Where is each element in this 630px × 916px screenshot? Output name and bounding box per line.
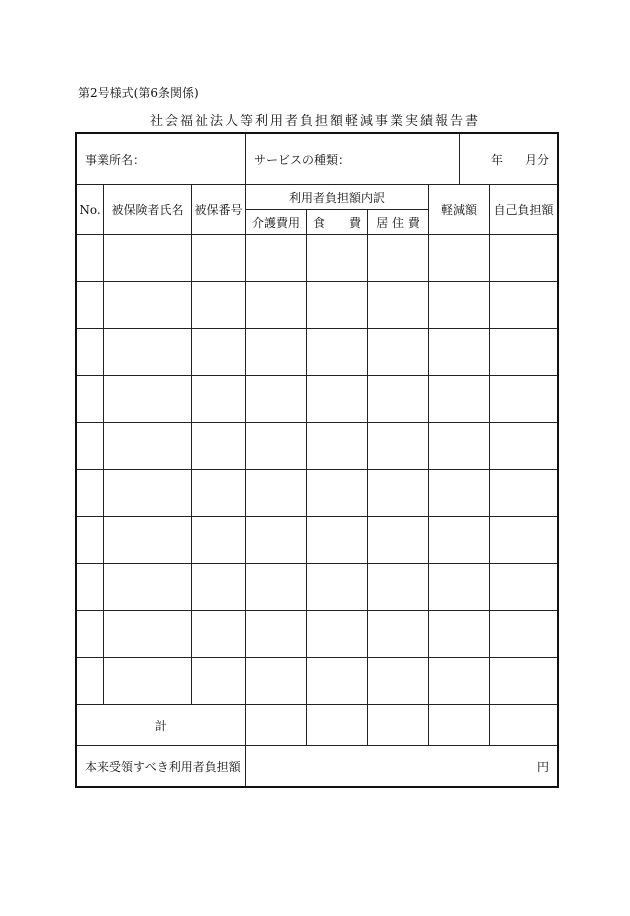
col-care-cost: 介護費用 — [246, 210, 307, 235]
cell-care-cost[interactable] — [246, 470, 307, 517]
cell-food-cost[interactable] — [307, 517, 368, 564]
cell-care-cost[interactable] — [246, 423, 307, 470]
cell-reduction[interactable] — [429, 564, 490, 611]
cell-food-cost[interactable] — [307, 423, 368, 470]
expected-burden-label: 本来受領すべき利用者負担額 — [77, 746, 246, 787]
cell-name[interactable] — [104, 282, 192, 329]
cell-insured-no[interactable] — [192, 235, 246, 282]
cell-no[interactable] — [77, 282, 104, 329]
service-type-field[interactable] — [246, 134, 460, 185]
total-food-cost[interactable] — [307, 705, 368, 746]
cell-no[interactable] — [77, 517, 104, 564]
cell-food-cost[interactable] — [307, 470, 368, 517]
cell-insured-no[interactable] — [192, 658, 246, 705]
cell-reduction[interactable] — [429, 329, 490, 376]
cell-housing-cost[interactable] — [368, 517, 429, 564]
expected-burden-field[interactable] — [246, 746, 558, 787]
cell-housing-cost[interactable] — [368, 611, 429, 658]
cell-reduction[interactable] — [429, 470, 490, 517]
cell-no[interactable] — [77, 376, 104, 423]
table-row — [77, 235, 558, 282]
cell-self-pay[interactable] — [490, 329, 558, 376]
cell-reduction[interactable] — [429, 282, 490, 329]
total-housing-cost[interactable] — [368, 705, 429, 746]
col-insured-no: 被保番号 — [192, 185, 246, 235]
cell-insured-no[interactable] — [192, 282, 246, 329]
office-name-label: 事業所名： — [85, 152, 146, 167]
total-care-cost[interactable] — [246, 705, 307, 746]
cell-name[interactable] — [104, 611, 192, 658]
cell-insured-no[interactable] — [192, 517, 246, 564]
cell-name[interactable] — [104, 564, 192, 611]
cell-insured-no[interactable] — [192, 470, 246, 517]
cell-no[interactable] — [77, 658, 104, 705]
cell-care-cost[interactable] — [246, 376, 307, 423]
col-breakdown: 利用者負担額内訳 — [246, 185, 429, 210]
cell-no[interactable] — [77, 329, 104, 376]
col-self-pay: 自己負担額 — [490, 185, 558, 235]
cell-insured-no[interactable] — [192, 329, 246, 376]
cell-name[interactable] — [104, 517, 192, 564]
table-row — [77, 329, 558, 376]
report-table — [76, 133, 558, 787]
cell-housing-cost[interactable] — [368, 470, 429, 517]
cell-self-pay[interactable] — [490, 470, 558, 517]
column-header-row-1 — [77, 185, 558, 210]
cell-reduction[interactable] — [429, 423, 490, 470]
cell-self-pay[interactable] — [490, 611, 558, 658]
col-food-cost: 食 費 — [307, 210, 368, 235]
cell-insured-no[interactable] — [192, 564, 246, 611]
cell-name[interactable] — [104, 376, 192, 423]
table-row — [77, 611, 558, 658]
page-title: 社会福祉法人等利用者負担額軽減事業実績報告書 — [149, 114, 480, 129]
cell-housing-cost[interactable] — [368, 423, 429, 470]
table-row — [77, 423, 558, 470]
table-row — [77, 517, 558, 564]
cell-care-cost[interactable] — [246, 658, 307, 705]
cell-housing-cost[interactable] — [368, 376, 429, 423]
cell-self-pay[interactable] — [490, 376, 558, 423]
cell-reduction[interactable] — [429, 376, 490, 423]
form-number: 第2号様式(第6条関係) — [78, 86, 199, 100]
service-type-label: サービスの種類： — [254, 152, 351, 167]
cell-housing-cost[interactable] — [368, 329, 429, 376]
total-reduction[interactable] — [429, 705, 490, 746]
info-row — [77, 134, 558, 185]
expected-burden-row — [77, 746, 558, 787]
cell-care-cost[interactable] — [246, 329, 307, 376]
total-label: 計 — [77, 705, 246, 746]
cell-housing-cost[interactable] — [368, 658, 429, 705]
table-row — [77, 470, 558, 517]
cell-housing-cost[interactable] — [368, 235, 429, 282]
col-reduction: 軽減額 — [429, 185, 490, 235]
cell-reduction[interactable] — [429, 517, 490, 564]
year-label: 年 — [491, 152, 504, 167]
cell-self-pay[interactable] — [490, 282, 558, 329]
cell-insured-no[interactable] — [192, 376, 246, 423]
total-self-pay[interactable] — [490, 705, 558, 746]
total-row — [77, 705, 558, 746]
cell-self-pay[interactable] — [490, 564, 558, 611]
office-name-field[interactable] — [77, 134, 246, 185]
col-housing-cost: 居 住 費 — [368, 210, 429, 235]
cell-reduction[interactable] — [429, 235, 490, 282]
cell-care-cost[interactable] — [246, 517, 307, 564]
cell-self-pay[interactable] — [490, 517, 558, 564]
cell-self-pay[interactable] — [490, 423, 558, 470]
cell-no[interactable] — [77, 470, 104, 517]
cell-self-pay[interactable] — [490, 658, 558, 705]
cell-no[interactable] — [77, 235, 104, 282]
cell-food-cost[interactable] — [307, 376, 368, 423]
cell-food-cost[interactable] — [307, 282, 368, 329]
col-name: 被保険者氏名 — [104, 185, 192, 235]
cell-name[interactable] — [104, 329, 192, 376]
month-label: 月分 — [525, 152, 550, 167]
cell-care-cost[interactable] — [246, 611, 307, 658]
cell-food-cost[interactable] — [307, 329, 368, 376]
cell-care-cost[interactable] — [246, 564, 307, 611]
table-row — [77, 376, 558, 423]
table-row — [77, 658, 558, 705]
cell-name[interactable] — [104, 235, 192, 282]
cell-food-cost[interactable] — [307, 235, 368, 282]
cell-name[interactable] — [104, 423, 192, 470]
cell-housing-cost[interactable] — [368, 564, 429, 611]
cell-care-cost[interactable] — [246, 282, 307, 329]
period-field[interactable] — [460, 134, 558, 185]
table-row — [77, 282, 558, 329]
col-no: No. — [77, 185, 104, 235]
cell-food-cost[interactable] — [307, 611, 368, 658]
cell-name[interactable] — [104, 658, 192, 705]
cell-name[interactable] — [104, 470, 192, 517]
cell-reduction[interactable] — [429, 611, 490, 658]
cell-insured-no[interactable] — [192, 611, 246, 658]
yen-unit: 円 — [537, 759, 550, 774]
cell-care-cost[interactable] — [246, 235, 307, 282]
cell-housing-cost[interactable] — [368, 282, 429, 329]
cell-insured-no[interactable] — [192, 423, 246, 470]
table-row — [77, 564, 558, 611]
cell-no[interactable] — [77, 423, 104, 470]
cell-no[interactable] — [77, 564, 104, 611]
cell-food-cost[interactable] — [307, 658, 368, 705]
cell-no[interactable] — [77, 611, 104, 658]
cell-food-cost[interactable] — [307, 564, 368, 611]
cell-self-pay[interactable] — [490, 235, 558, 282]
cell-reduction[interactable] — [429, 658, 490, 705]
